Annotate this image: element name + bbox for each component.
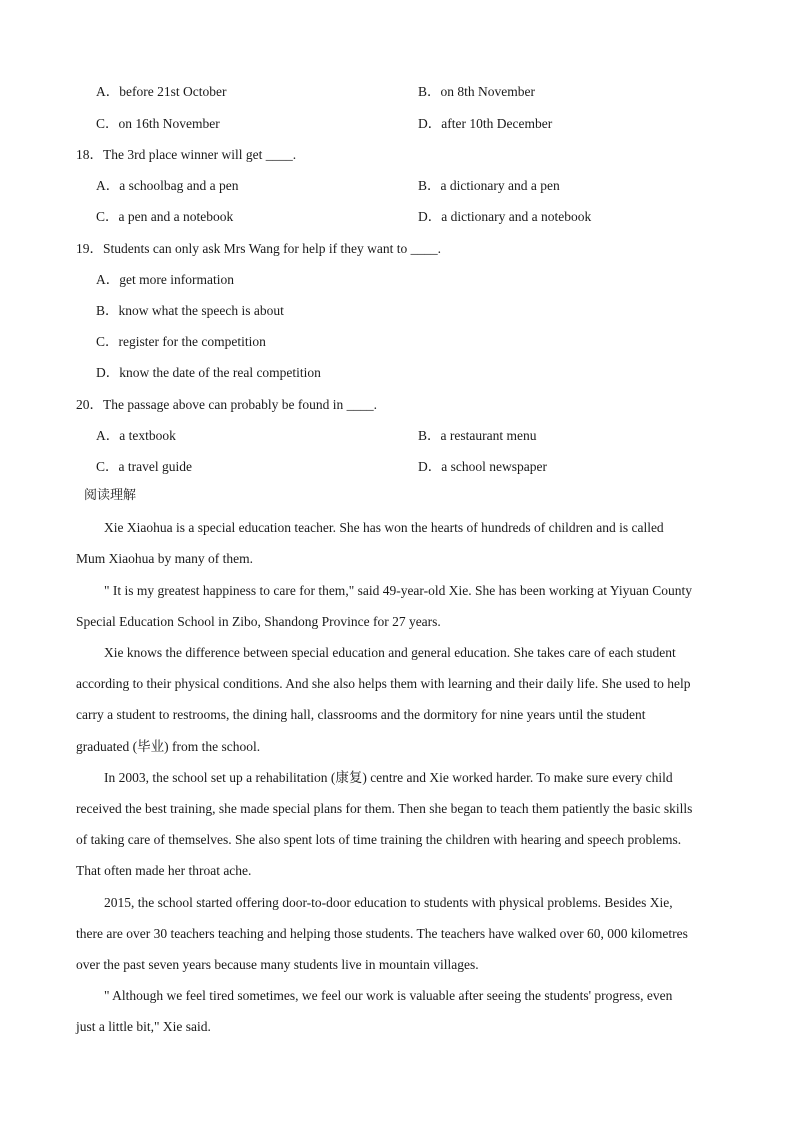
q20-option-d: D．a school newspaper <box>418 459 547 474</box>
section-title: 阅读理解 <box>84 488 137 503</box>
q17-option-d: D．after 10th December <box>418 116 553 131</box>
passage-line: graduated (毕业) from the school. <box>76 739 261 754</box>
passage-line: " Although we feel tired sometimes, we feel our work is valuable after seeing the students' progress, even <box>104 988 673 1003</box>
q20-option-c: C．a travel guide <box>96 459 192 474</box>
q18-option-a: A．a schoolbag and a pen <box>96 178 239 193</box>
passage-line: Special Education School in Zibo, Shandong Province for 27 years. <box>76 614 441 629</box>
q19-option-b: B．know what the speech is about <box>96 303 284 318</box>
passage-line: " It is my greatest happiness to care for them," said 49-year-old Xie. She has been working at Yiyuan County <box>104 583 692 598</box>
passage-line: there are over 30 teachers teaching and helping those students. The teachers have walked over 60, 000 kilometres <box>76 926 688 941</box>
q19-stem: 19．Students can only ask Mrs Wang for help if they want to ____. <box>76 241 441 256</box>
passage-line: Xie Xiaohua is a special education teacher. She has won the hearts of hundreds of children and is called <box>104 520 664 535</box>
passage-line: received the best training, she made special plans for them. Then she began to teach them patiently the basic skills <box>76 801 693 816</box>
q18-stem: 18．The 3rd place winner will get ____. <box>76 147 297 162</box>
passage-line: of taking care of themselves. She also spent lots of time training the children with hearing and speech problems. <box>76 832 682 847</box>
q20-option-b: B．a restaurant menu <box>418 428 537 443</box>
passage-line: That often made her throat ache. <box>76 863 252 878</box>
q19-option-c: C．register for the competition <box>96 334 266 349</box>
passage-line: In 2003, the school set up a rehabilitation (康复) centre and Xie worked harder. To make sure every child <box>104 770 673 785</box>
passage-line: just a little bit," Xie said. <box>76 1019 211 1034</box>
q18-option-d: D．a dictionary and a notebook <box>418 209 592 224</box>
q19-option-a: A．get more information <box>96 272 234 287</box>
q20-stem: 20．The passage above can probably be found in ____. <box>76 397 378 412</box>
q17-option-a: A．before 21st October <box>96 84 227 99</box>
passage-line: Mum Xiaohua by many of them. <box>76 551 253 566</box>
passage-line: 2015, the school started offering door-to-door education to students with physical problems. Besides Xie, <box>104 895 673 910</box>
q17-option-b: B．on 8th November <box>418 84 535 99</box>
passage-line: Xie knows the difference between special education and general education. She takes care of each student <box>104 645 676 660</box>
q18-option-c: C．a pen and a notebook <box>96 209 234 224</box>
passage-line: according to their physical conditions. And she also helps them with learning and their daily life. She used to help <box>76 676 691 691</box>
q19-option-d: D．know the date of the real competition <box>96 365 321 380</box>
q20-option-a: A．a textbook <box>96 428 176 443</box>
passage-line: over the past seven years because many students live in mountain villages. <box>76 957 479 972</box>
passage-line: carry a student to restrooms, the dining hall, classrooms and the dormitory for nine years until the student <box>76 707 646 722</box>
q18-option-b: B．a dictionary and a pen <box>418 178 560 193</box>
q17-option-c: C．on 16th November <box>96 116 220 131</box>
